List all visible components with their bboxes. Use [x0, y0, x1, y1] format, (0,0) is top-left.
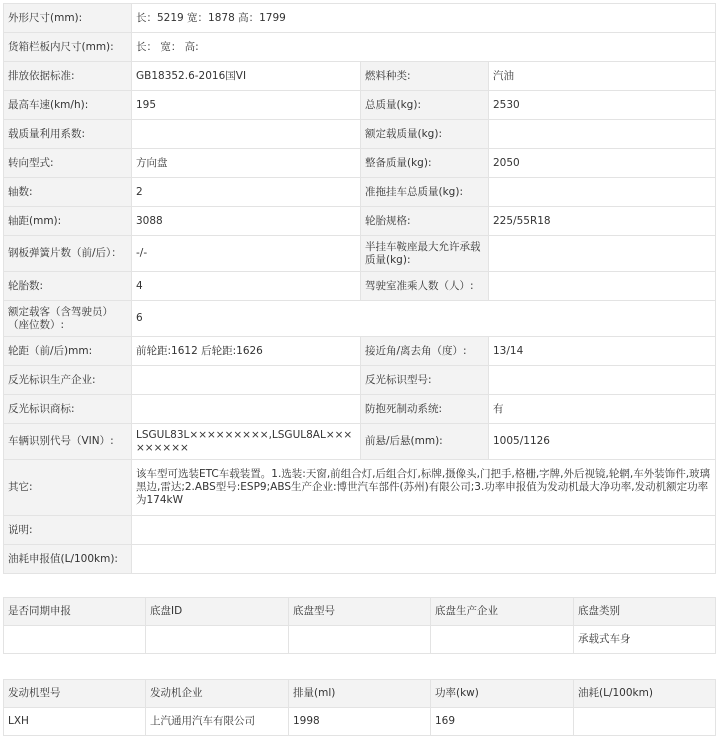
- spec-value: GB18352.6-2016国VI: [132, 62, 361, 91]
- chassis-header-row: [4, 598, 716, 626]
- table-cell: [4, 626, 146, 654]
- spec-value: 有: [489, 395, 716, 424]
- spec-row: [4, 272, 716, 301]
- spec-row: [4, 33, 716, 62]
- spec-label: 轴数:: [4, 178, 132, 207]
- chassis-table: [3, 597, 716, 654]
- spec-label: 车辆识别代号（VIN）:: [4, 424, 132, 460]
- table-row: [4, 626, 716, 654]
- spec-value: 4: [132, 272, 361, 301]
- spec-label: 货箱栏板内尺寸(mm):: [4, 33, 132, 62]
- spec-row: [4, 424, 716, 460]
- spec-value: 该车型可选装ETC车载装置。1.选装:天窗,前组合灯,后组合灯,标牌,摄像头,门把手,格栅,字牌,外后视镜,轮辋,车外装饰件,玻璃黑边,雷达;2.ABS型号:ESP9;ABS生产企业:博世汽车部件(苏州)有限公司;3.功率申报值为发动机最大净功率,发动机额定功率为174kW: [132, 460, 716, 516]
- spec-row: [4, 236, 716, 272]
- spec-value: [489, 120, 716, 149]
- spec-label: 反光标识商标:: [4, 395, 132, 424]
- spec-label: 载质量利用系数:: [4, 120, 132, 149]
- spec-label: 轮胎数:: [4, 272, 132, 301]
- spec-value: 3088: [132, 207, 361, 236]
- column-header: 底盘类别: [574, 598, 716, 626]
- spec-label: 钢板弹簧片数（前/后）：: [4, 236, 132, 272]
- spec-value: 1005/1126: [489, 424, 716, 460]
- spec-label: 说明:: [4, 516, 132, 545]
- spec-row: [4, 337, 716, 366]
- spec-row: [4, 120, 716, 149]
- engine-header-row: [4, 680, 716, 708]
- spec-value: [489, 366, 716, 395]
- spec-value: 前轮距:1612 后轮距:1626: [132, 337, 361, 366]
- column-header: 底盘ID: [146, 598, 289, 626]
- engine-table: [3, 679, 716, 736]
- spec-label: 油耗申报值(L/100km):: [4, 545, 132, 574]
- table-cell: [574, 708, 716, 736]
- spec-row: [4, 91, 716, 120]
- table-cell: [289, 626, 431, 654]
- spec-label: 外形尺寸(mm):: [4, 4, 132, 33]
- spec-value: -/-: [132, 236, 361, 272]
- spec-value: 长： 宽： 高:: [132, 33, 716, 62]
- spec-row: [4, 516, 716, 545]
- spec-value: LSGUL83L×××××××××,LSGUL8AL×××××××××: [132, 424, 361, 460]
- spec-label: 整备质量(kg):: [361, 149, 489, 178]
- spec-value: [132, 395, 361, 424]
- column-header: 发动机企业: [146, 680, 289, 708]
- spec-label: 前悬/后悬(mm):: [361, 424, 489, 460]
- spec-row: [4, 207, 716, 236]
- column-header: 底盘型号: [289, 598, 431, 626]
- spec-row: [4, 366, 716, 395]
- spec-value: [132, 366, 361, 395]
- spec-value: [489, 178, 716, 207]
- spec-value: 长：5219 宽：1878 高：1799: [132, 4, 716, 33]
- spec-value: 225/55R18: [489, 207, 716, 236]
- spec-label: 接近角/离去角（度）:: [361, 337, 489, 366]
- spec-row: [4, 149, 716, 178]
- table-cell: [431, 626, 574, 654]
- table-cell: LXH: [4, 708, 146, 736]
- spec-label: 轴距(mm):: [4, 207, 132, 236]
- spec-value: 2: [132, 178, 361, 207]
- spec-value: [132, 516, 716, 545]
- spec-row: [4, 178, 716, 207]
- column-header: 是否同期申报: [4, 598, 146, 626]
- spec-label: 最高车速(km/h):: [4, 91, 132, 120]
- column-header: 发动机型号: [4, 680, 146, 708]
- column-header: 排量(ml): [289, 680, 431, 708]
- spec-value: 195: [132, 91, 361, 120]
- spec-row: [4, 545, 716, 574]
- table-cell: 169: [431, 708, 574, 736]
- spec-label: 反光标识生产企业:: [4, 366, 132, 395]
- spec-value: 方向盘: [132, 149, 361, 178]
- spec-value: [489, 272, 716, 301]
- spec-table: [3, 3, 716, 574]
- column-header: 功率(kw): [431, 680, 574, 708]
- spec-label: 额定载质量(kg):: [361, 120, 489, 149]
- spec-label: 排放依据标准:: [4, 62, 132, 91]
- table-cell: 上汽通用汽车有限公司: [146, 708, 289, 736]
- spec-value: 汽油: [489, 62, 716, 91]
- spec-row: [4, 395, 716, 424]
- spec-value: 2050: [489, 149, 716, 178]
- spec-value: 2530: [489, 91, 716, 120]
- spec-value: 13/14: [489, 337, 716, 366]
- table-cell: [146, 626, 289, 654]
- spec-value: [132, 120, 361, 149]
- spec-label: 反光标识型号:: [361, 366, 489, 395]
- table-cell: 承载式车身: [574, 626, 716, 654]
- spec-label: 额定载客（含驾驶员）（座位数）:: [4, 301, 132, 337]
- spec-label: 轮距（前/后)mm:: [4, 337, 132, 366]
- spec-row: [4, 4, 716, 33]
- spec-label: 总质量(kg):: [361, 91, 489, 120]
- spec-label: 准拖挂车总质量(kg):: [361, 178, 489, 207]
- spec-value: [489, 236, 716, 272]
- spec-value: [132, 545, 716, 574]
- column-header: 底盘生产企业: [431, 598, 574, 626]
- spec-row: [4, 460, 716, 516]
- spec-label: 转向型式:: [4, 149, 132, 178]
- spec-label: 燃料种类:: [361, 62, 489, 91]
- spec-label: 防抱死制动系统:: [361, 395, 489, 424]
- table-cell: 1998: [289, 708, 431, 736]
- spec-label: 其它:: [4, 460, 132, 516]
- table-row: [4, 708, 716, 736]
- spec-row: [4, 62, 716, 91]
- spec-row: [4, 301, 716, 337]
- spec-label: 驾驶室准乘人数（人）:: [361, 272, 489, 301]
- spec-value: 6: [132, 301, 716, 337]
- spec-label: 轮胎规格:: [361, 207, 489, 236]
- spec-label: 半挂车鞍座最大允许承载质量(kg):: [361, 236, 489, 272]
- column-header: 油耗(L/100km): [574, 680, 716, 708]
